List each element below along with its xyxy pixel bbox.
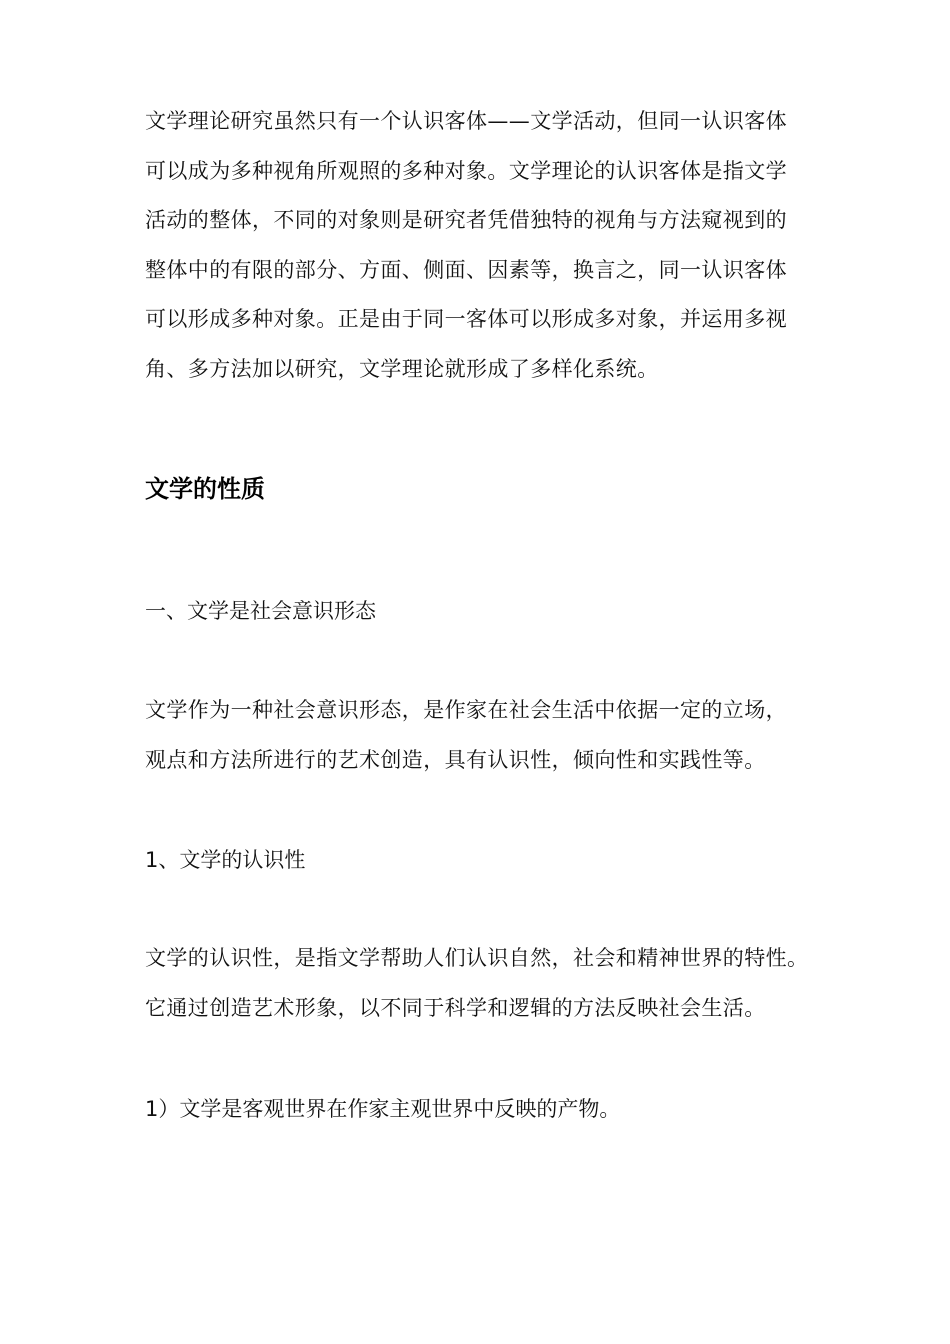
paragraph-line: 可以形成多种对象。正是由于同一客体可以形成多对象，并运用多视 bbox=[145, 307, 787, 331]
paragraph-line: 它通过创造艺术形象，以不同于科学和逻辑的方法反映社会生活。 bbox=[145, 995, 766, 1020]
section-heading: 文学的性质 bbox=[145, 475, 265, 503]
paragraph-line: 文学作为一种社会意识形态，是作家在社会生活中依据一定的立场， bbox=[145, 698, 787, 722]
paragraph-line: 整体中的有限的部分、方面、侧面、因素等，换言之，同一认识客体 bbox=[145, 257, 787, 282]
point-title: 1、文学的认识性 bbox=[145, 848, 306, 872]
paragraph-line: 文学的认识性，是指文学帮助人们认识自然，社会和精神世界的特性。 bbox=[145, 946, 809, 970]
subsection-paragraph bbox=[145, 686, 825, 785]
point-subitem: 1）文学是客观世界在作家主观世界中反映的产物。 bbox=[145, 1097, 621, 1121]
paragraph-line: 可以成为多种视角所观照的多种对象。文学理论的认识客体是指文学 bbox=[145, 158, 787, 183]
intro-paragraph bbox=[145, 97, 825, 394]
paragraph-line: 活动的整体，不同的对象则是研究者凭借独特的视角与方法窥视到的 bbox=[145, 208, 787, 232]
paragraph-line: 文学理论研究虽然只有一个认识客体——文学活动，但同一认识客体 bbox=[145, 109, 787, 133]
point-paragraph bbox=[145, 934, 825, 1033]
paragraph-line: 观点和方法所进行的艺术创造，具有认识性，倾向性和实践性等。 bbox=[145, 747, 766, 772]
paragraph-line: 角、多方法加以研究，文学理论就形成了多样化系统。 bbox=[145, 356, 659, 381]
subsection-title: 一、文学是社会意识形态 bbox=[145, 599, 376, 623]
